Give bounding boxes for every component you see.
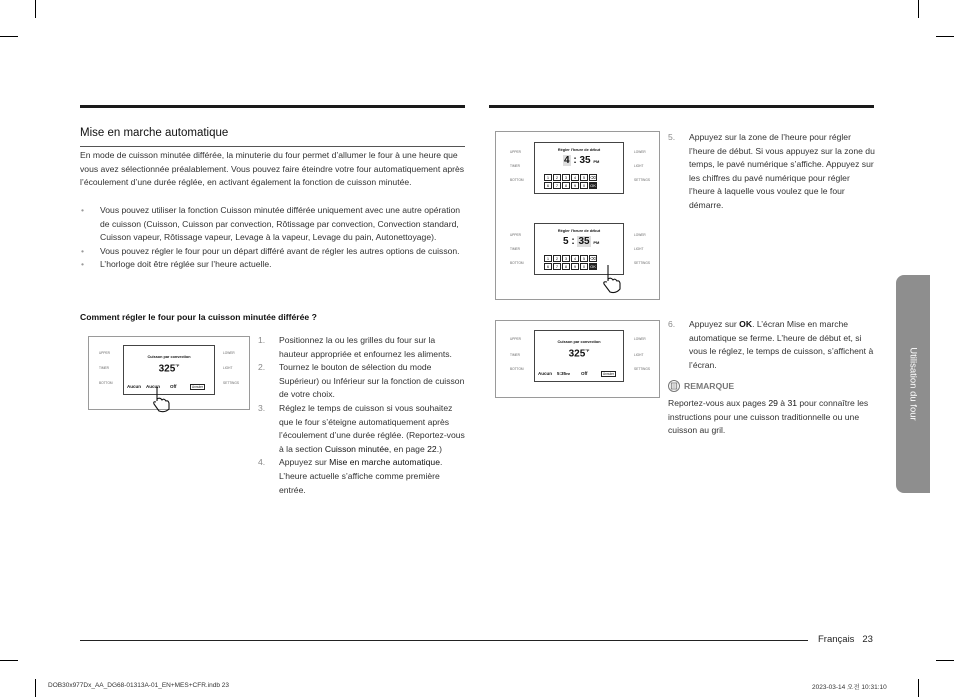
upper-button[interactable]: UPPER bbox=[510, 150, 521, 154]
settings-button[interactable]: SETTINGS bbox=[634, 178, 650, 182]
bottom-button[interactable]: BOTTOM bbox=[510, 178, 524, 182]
note-icon bbox=[668, 380, 680, 392]
numeric-keypad bbox=[544, 174, 604, 190]
key[interactable]: 5 bbox=[580, 255, 588, 262]
cancel-button[interactable]: Annuler bbox=[603, 372, 614, 376]
print-timestamp: 2023-03-14 오전 10:31:10 bbox=[812, 684, 887, 691]
crop-mark bbox=[35, 679, 36, 697]
timer-button[interactable]: TIMER bbox=[99, 366, 109, 370]
tap-hand-icon bbox=[151, 385, 173, 413]
light-button[interactable]: LIGHT bbox=[634, 164, 644, 168]
mode-caption: Cuisson par convection bbox=[147, 355, 191, 359]
step-item: 2. Tournez le bouton de sélection du mode Supérieur) ou Inférieur sur la fonction de cuisson de votre choix. bbox=[258, 362, 465, 400]
bottom-button[interactable]: BOTTOM bbox=[99, 381, 113, 385]
key[interactable]: 0 bbox=[580, 182, 588, 189]
key[interactable]: 2 bbox=[553, 174, 561, 181]
key[interactable]: 0 bbox=[580, 263, 588, 270]
key[interactable]: 3 bbox=[562, 255, 570, 262]
upper-button[interactable]: UPPER bbox=[99, 351, 110, 355]
step-item: 4. Appuyez sur Mise en marche automatique. L’heure actuelle s’affiche comme première entrée. bbox=[258, 457, 443, 495]
temperature-display: $325^{^\circ F}$ bbox=[568, 348, 590, 360]
key[interactable]: 3 bbox=[562, 174, 570, 181]
chapter-tab[interactable] bbox=[896, 275, 930, 493]
timer-button[interactable]: TIMER bbox=[510, 247, 520, 251]
timer-button[interactable]: TIMER bbox=[510, 353, 520, 357]
key[interactable]: 4 bbox=[571, 174, 579, 181]
field-value: Off bbox=[581, 371, 588, 376]
key[interactable]: 6 bbox=[544, 182, 552, 189]
oven-control-panel bbox=[495, 131, 660, 215]
crop-mark bbox=[936, 36, 954, 37]
mode-caption: Cuisson par convection bbox=[557, 340, 601, 344]
crop-mark bbox=[0, 36, 18, 37]
display-screen bbox=[534, 330, 624, 382]
note-label: REMARQUE bbox=[684, 381, 735, 391]
tap-hand-icon bbox=[600, 263, 624, 295]
key[interactable]: 6 bbox=[544, 263, 552, 270]
upper-button[interactable]: UPPER bbox=[510, 337, 521, 341]
column-rule-left bbox=[80, 105, 465, 108]
step-item: 3. Réglez le temps de cuisson si vous souhaitez que le four s’éteigne automatiquement après l’écoulement d’une durée réglée. (Reportez-vous à la section Cuisson minutée, en page 22.) bbox=[258, 402, 465, 454]
key[interactable]: 9 bbox=[571, 263, 579, 270]
ok-key[interactable]: OK bbox=[590, 264, 596, 269]
note-text: Reportez-vous aux pages 29 à 31 pour connaître les instructions pour une cuisson traditionnelle ou une cuisson au gril. bbox=[668, 398, 869, 436]
section-title: Mise en marche automatique bbox=[80, 127, 229, 139]
key[interactable]: 4 bbox=[571, 255, 579, 262]
crop-mark bbox=[35, 0, 36, 18]
footer-rule bbox=[80, 640, 808, 641]
chapter-tab-label: Utilisation du four bbox=[907, 347, 919, 421]
key[interactable]: 1 bbox=[544, 174, 552, 181]
timer-button[interactable]: TIMER bbox=[510, 164, 520, 168]
column-rule-right bbox=[489, 105, 874, 108]
delay-start-value: 5:35PM bbox=[557, 371, 570, 376]
step-item: 5. Appuyez sur la zone de l’heure pour régler l’heure de début. Si vous appuyez sur la zone du temps, le pavé numérique s’affiche. Appuyez sur les chiffres du pavé numérique pour régler l’heure à laquelle vous voulez que le four démarre. bbox=[668, 132, 875, 210]
settings-button[interactable]: SETTINGS bbox=[634, 261, 650, 265]
crop-mark bbox=[918, 0, 919, 18]
page-footer: Français 23 bbox=[818, 634, 873, 645]
crop-mark bbox=[918, 679, 919, 697]
backspace-key[interactable]: ⌫ bbox=[590, 175, 596, 180]
list-item: • L’horloge doit être réglée sur l’heure actuelle. bbox=[81, 259, 272, 270]
oven-control-panel bbox=[495, 213, 660, 300]
start-time-display[interactable]: 5 : 35 PM bbox=[563, 236, 600, 247]
lower-button[interactable]: LOWER bbox=[634, 233, 646, 237]
display-screen bbox=[534, 142, 624, 194]
field-value: Aucun bbox=[146, 384, 160, 389]
light-button[interactable]: LIGHT bbox=[634, 247, 644, 251]
list-item: • Vous pouvez utiliser la fonction Cuisson minutée différée uniquement avec une autre opération de cuisson (Cuisson, Cuisson par convection, Rôtissage par convection, Convection standard, Cuisson vapeur, Rôtissage vapeur, Levage à la vapeur, Levage du pain, Autonettoyage). bbox=[81, 205, 461, 243]
key[interactable]: 8 bbox=[562, 263, 570, 270]
step-item: 1. Positionnez la ou les grilles du four sur la hauteur appropriée et enfournez les aliments. bbox=[258, 335, 452, 359]
intro-paragraph: En mode de cuisson minutée différée, la minuterie du four permet d’allumer le four à une heure que vous avez sélectionnée préalablement. Vous pouvez faire éteindre votre four automatiquement après l’écoulement d’une durée réglée, en activant également la fonction de cuisson minutée. bbox=[80, 150, 465, 188]
lower-button[interactable]: LOWER bbox=[634, 150, 646, 154]
settings-button[interactable]: SETTINGS bbox=[634, 367, 650, 371]
key[interactable]: 7 bbox=[553, 182, 561, 189]
list-item: • Vous pouvez régler le four pour un départ différé avant de régler les autres options de cuisson. bbox=[81, 245, 460, 256]
oven-control-panel bbox=[495, 320, 660, 398]
print-slug: DOB30x977Dx_AA_DG68-01313A-01_EN+MES+CFR.indb 23 bbox=[48, 682, 230, 689]
key[interactable]: 7 bbox=[553, 263, 561, 270]
light-button[interactable]: LIGHT bbox=[634, 353, 644, 357]
bottom-button[interactable]: BOTTOM bbox=[510, 367, 524, 371]
backspace-key[interactable]: ⌫ bbox=[590, 256, 596, 261]
field-value: Off bbox=[170, 384, 177, 389]
light-button[interactable]: LIGHT bbox=[223, 366, 233, 370]
field-value: Aucun bbox=[127, 384, 141, 389]
lower-button[interactable]: LOWER bbox=[223, 351, 235, 355]
key[interactable]: 5 bbox=[580, 174, 588, 181]
crop-mark bbox=[936, 660, 954, 661]
numeric-keypad bbox=[544, 255, 604, 271]
oven-control-panel bbox=[88, 336, 250, 410]
cancel-button[interactable]: Annuler bbox=[192, 385, 203, 389]
ok-key[interactable]: OK bbox=[590, 183, 596, 188]
screen-caption: Régler l’heure de début bbox=[557, 148, 601, 152]
key[interactable]: 8 bbox=[562, 182, 570, 189]
temperature-display: $325^{^\circ F}$ bbox=[158, 363, 180, 375]
crop-mark bbox=[0, 660, 18, 661]
step-list bbox=[258, 334, 465, 497]
step-item: 6. Appuyez sur OK. L’écran Mise en marche automatique se ferme. L’heure de début et, si vous le réglez, le temps de cuisson, s’affichent à l’écran. bbox=[668, 319, 874, 370]
key[interactable]: 9 bbox=[571, 182, 579, 189]
bullet-list bbox=[80, 204, 465, 272]
subheading: Comment régler le four pour la cuisson minutée différée ? bbox=[80, 312, 317, 322]
key[interactable]: 1 bbox=[544, 255, 552, 262]
lower-button[interactable]: LOWER bbox=[634, 337, 646, 341]
field-value: Aucun bbox=[538, 371, 552, 376]
section-rule bbox=[80, 146, 465, 147]
settings-button[interactable]: SETTINGS bbox=[223, 381, 239, 385]
key[interactable]: 2 bbox=[553, 255, 561, 262]
screen-caption: Régler l’heure de début bbox=[557, 229, 601, 233]
upper-button[interactable]: UPPER bbox=[510, 233, 521, 237]
start-time-display[interactable]: 4 : 35 PM bbox=[564, 155, 600, 166]
bottom-button[interactable]: BOTTOM bbox=[510, 261, 524, 265]
